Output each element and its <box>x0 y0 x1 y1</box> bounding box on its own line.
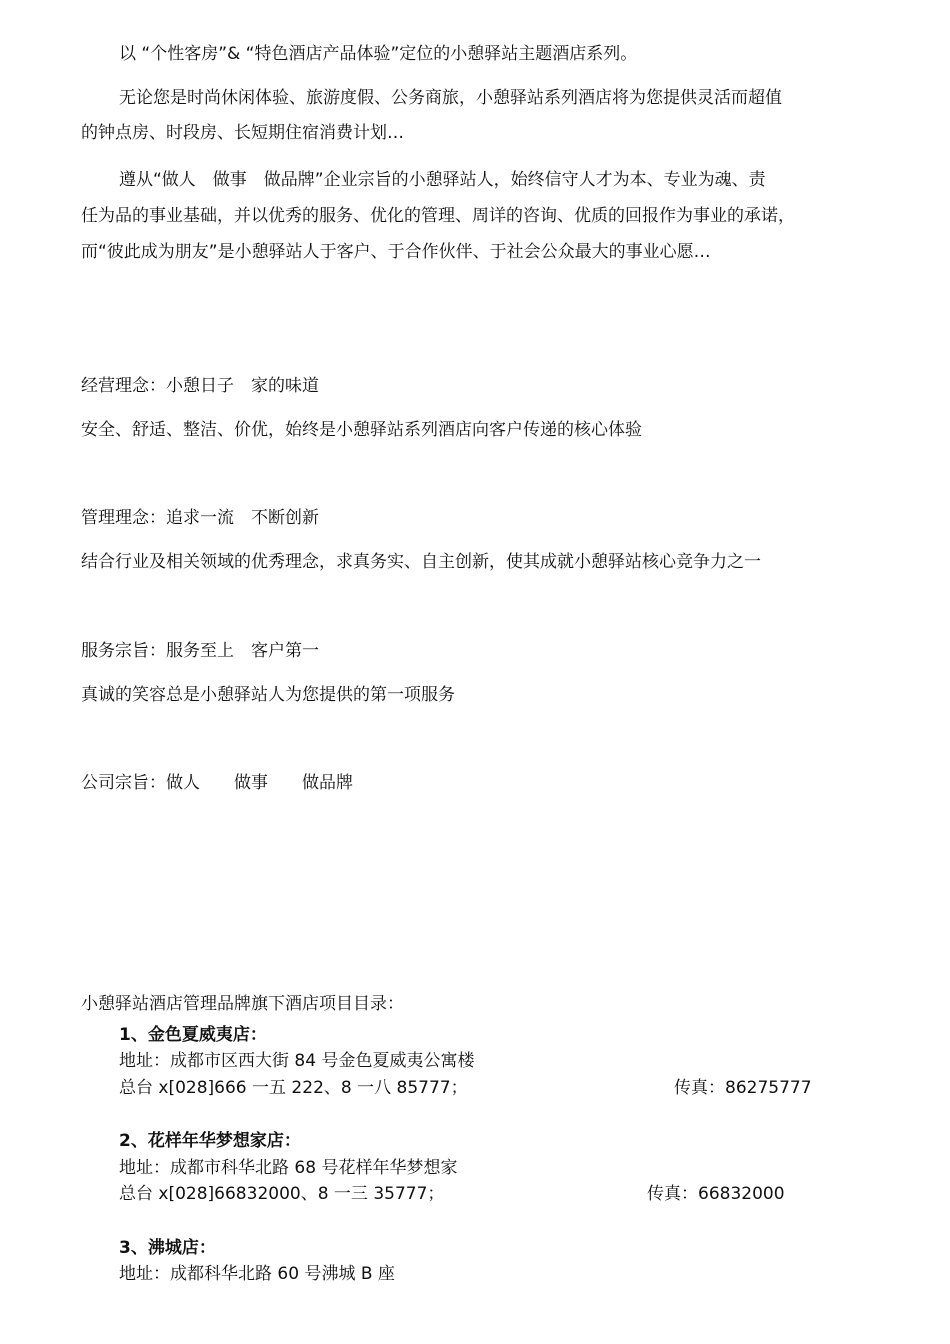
directory-heading: 小憩驿站酒店管理品牌旗下酒店项目目录： <box>81 994 404 1014</box>
management-philosophy-title: 管理理念：追求一流 不断创新 <box>81 508 319 528</box>
hotel-3-name: 3、沸城店： <box>119 1238 216 1258</box>
hotel-2-fax: 传真：66832000 <box>647 1184 785 1204</box>
company-tenet-title: 公司宗旨：做人 做事 做品牌 <box>81 773 353 793</box>
intro-paragraph-1: 以 “个性客房”& “特色酒店产品体验”定位的小憩驿站主题酒店系列。 <box>119 44 638 64</box>
operation-philosophy-text: 安全、舒适、整洁、价优，始终是小憩驿站系列酒店向客户传递的核心体验 <box>81 420 642 440</box>
intro-paragraph-2-line-1: 无论您是时尚休闲体验、旅游度假、公务商旅，小憩驿站系列酒店将为您提供灵活而超值 <box>119 88 782 108</box>
hotel-1-name: 1、金色夏威夷店： <box>119 1025 267 1045</box>
hotel-2-phone: 总台 x[028]66832000、8 一三 35777； <box>119 1184 445 1204</box>
intro-paragraph-3-line-1: 遵从“做人 做事 做品牌”企业宗旨的小憩驿站人，始终信守人才为本、专业为魂、责 <box>119 170 766 190</box>
management-philosophy-text: 结合行业及相关领域的优秀理念，求真务实、自主创新，使其成就小憩驿站核心竞争力之一 <box>81 552 761 572</box>
operation-philosophy-title: 经营理念：小憩日子 家的味道 <box>81 376 319 396</box>
intro-paragraph-3-line-2: 任为品的事业基础，并以优秀的服务、优化的管理、周详的咨询、优质的回报作为事业的承诺， <box>81 206 795 226</box>
intro-paragraph-3-line-3: 而“彼此成为朋友”是小憩驿站人于客户、于合作伙伴、于社会公众最大的事业心愿… <box>81 242 711 262</box>
hotel-1-phone: 总台 x[028]666 一五 222、8 一八 85777； <box>119 1078 468 1098</box>
hotel-2-address: 地址：成都市科华北路 68 号花样年华梦想家 <box>119 1158 458 1178</box>
intro-paragraph-2-line-2: 的钟点房、时段房、长短期住宿消费计划… <box>81 123 404 143</box>
service-tenet-title: 服务宗旨：服务至上 客户第一 <box>81 641 319 661</box>
hotel-1-address: 地址：成都市区西大街 84 号金色夏威夷公寓楼 <box>119 1051 475 1071</box>
hotel-1-fax: 传真：86275777 <box>674 1078 812 1098</box>
hotel-2-name: 2、花样年华梦想家店： <box>119 1131 301 1151</box>
service-tenet-text: 真诚的笑容总是小憩驿站人为您提供的第一项服务 <box>81 685 455 705</box>
hotel-3-address: 地址：成都科华北路 60 号沸城 B 座 <box>119 1264 395 1284</box>
